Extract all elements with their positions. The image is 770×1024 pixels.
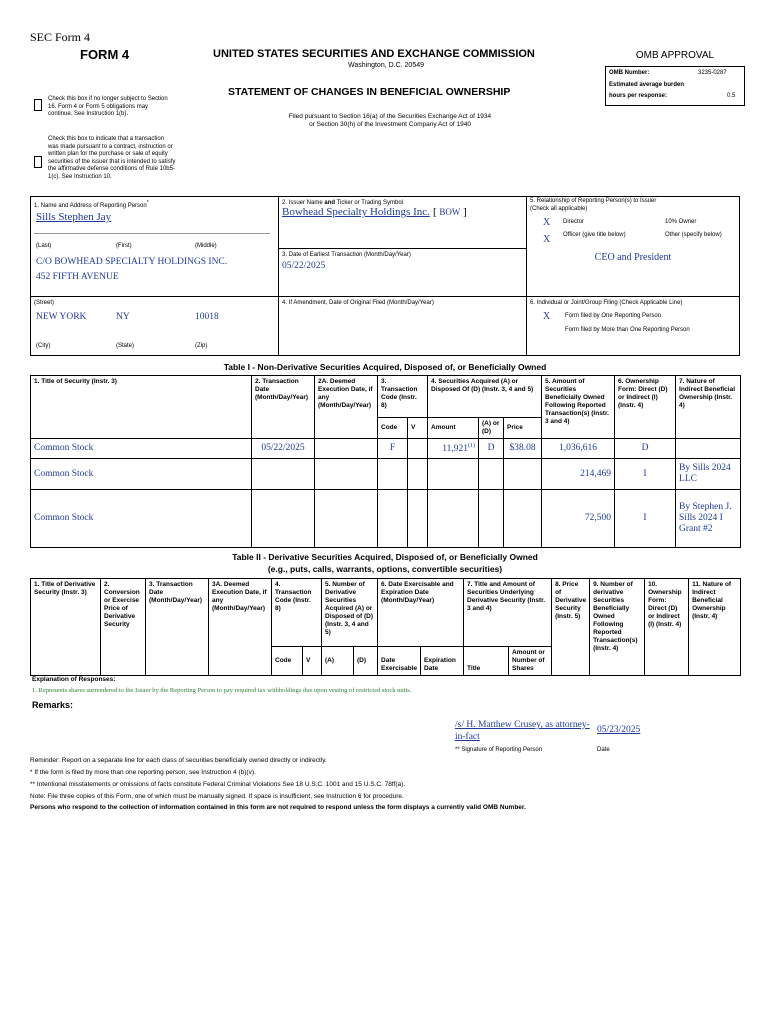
note-4: Persons who respond to the collection of information contained in this form are not required to respond unless the form displays a currently valid OMB Number.: [30, 804, 526, 811]
row-amount: 11,921$^{(1)}$: [428, 439, 479, 459]
row-title: Common Stock: [31, 490, 252, 548]
sec-form-label: SEC Form 4: [30, 30, 91, 44]
box1-label: 1. Name and Address of Reporting Person*: [34, 200, 149, 209]
note-2: ** Intentional misstatements or omissions of facts constitute Federal Criminal Violations See 18 U.S.C. 1001 and 15 U.S.C. 78ff(a).: [30, 781, 406, 788]
row-form: I: [615, 490, 676, 548]
t2-h-v-sub: V: [303, 647, 322, 676]
row-deemed: [315, 439, 378, 459]
table2-title-2: (e.g., puts, calls, warrants, options, convertible securities): [267, 564, 503, 574]
table2: [30, 578, 741, 676]
row-date: [252, 459, 315, 490]
commission-city: Washington, D.C. 20549: [348, 62, 425, 69]
t1-h-price-sub: Price: [504, 418, 542, 439]
box5-label-1: 5. Relationship of Reporting Person(s) to Issuer: [530, 198, 657, 204]
state-label: (State): [116, 343, 135, 349]
row-aord: D: [479, 439, 504, 459]
t2-h-date: 3. Transaction Date (Month/Day/Year): [146, 579, 209, 676]
t2-h-nature: 11. Nature of Indirect Beneficial Ownership (Instr. 4): [689, 579, 741, 676]
row-date: [252, 490, 315, 548]
box2-label: 2. Issuer Name and Ticker or Trading Symbol: [282, 200, 404, 206]
t2-h-conversion: 2. Conversion or Exercise Price of Derivative Security: [101, 579, 146, 676]
t2-h-owned: 9. Number of derivative Securities Beneficially Owned Following Reported Transaction(s) (Instr. 4): [590, 579, 645, 676]
director-label: Director: [563, 219, 585, 225]
t2-h-exercisable-sub: Date Exercisable: [378, 647, 421, 676]
box5-label-2: (Check all applicable): [530, 206, 588, 212]
issuer-name[interactable]: Bowhead Specialty Holdings Inc.: [282, 206, 430, 218]
row-nature: By Sills 2024 LLC: [676, 459, 741, 490]
middle-label: (Middle): [195, 243, 217, 249]
t1-h-title: 1. Title of Security (Instr. 3): [31, 376, 252, 439]
t2-h-code-sub: Code: [272, 647, 303, 676]
row-amount: [428, 459, 479, 490]
statement-title: STATEMENT OF CHANGES IN BENEFICIAL OWNERSHIP: [228, 86, 511, 98]
t2-h-underlying: 7. Title and Amount of Securities Underlying Derivative Security (Instr. 3 and 4): [464, 579, 552, 647]
omb-hours-label: hours per response:: [609, 93, 668, 99]
one-person-check[interactable]: X: [543, 311, 551, 322]
note-1: * If the form is filed by more than one reporting person, see Instruction 4 (b)(v).: [30, 769, 256, 776]
t1-h-nature: 7. Nature of Indirect Beneficial Ownership (Instr. 4): [676, 376, 741, 439]
row-price: $38.08: [504, 439, 542, 459]
issuer-line: Bowhead Specialty Holdings Inc. [ BOW ]: [282, 206, 467, 218]
rule-10b5-checkbox[interactable]: [34, 156, 42, 168]
officer-check[interactable]: X: [543, 234, 551, 245]
t2-h-exercisable: 6. Date Exercisable and Expiration Date (Month/Day/Year): [378, 579, 464, 647]
row-date: 05/22/2025: [252, 439, 315, 459]
t2-h-form: 10. Ownership Form: Direct (D) or Indirect (I) (Instr. 4): [645, 579, 689, 676]
t2-h-a-sub: (A): [322, 647, 354, 676]
t1-h-v-sub: V: [408, 418, 428, 439]
footnote-1: 1. Represents shares surrendered to the Issuer by the Reporting Person to pay required tax withholdings due upon vesting of restricted stock units.: [32, 687, 412, 694]
officer-label: Officer (give title below): [563, 232, 626, 238]
omb-number-label: OMB Number:: [609, 70, 650, 76]
row-v: [408, 439, 428, 459]
ten-percent-owner-label: 10% Owner: [665, 219, 697, 225]
signature-date: 05/23/2025: [597, 725, 641, 735]
filed-pursuant-1: Filed pursuant to Section 16(a) of the Securities Exchange Act of 1934: [288, 113, 492, 120]
explanation-label: Explanation of Responses:: [32, 676, 116, 683]
commission-title: UNITED STATES SECURITIES AND EXCHANGE COMMISSION: [213, 48, 535, 60]
row-price: [504, 459, 542, 490]
row-deemed: [315, 490, 378, 548]
filed-pursuant-2: or Section 30(h) of the Investment Company Act of 1940: [309, 121, 471, 128]
row-title: Common Stock: [31, 439, 252, 459]
t2-h-title: 1. Title of Derivative Security (Instr. 3): [31, 579, 101, 676]
t1-h-code: 3. Transaction Code (Instr. 8): [378, 376, 428, 418]
officer-title: CEO and President: [594, 252, 672, 263]
first-label: (First): [116, 243, 132, 249]
t1-h-deemed: 2A. Deemed Execution Date, if any (Month/Day/Year): [315, 376, 378, 439]
row-owned: 214,469: [542, 459, 615, 490]
no-longer-subject-text: Check this box if no longer subject to Section 16. Form 4 or Form 5 obligations may continue. See Instruction 1(b).: [48, 96, 168, 117]
box4-label: 4. If Amendment, Date of Original Filed (Month/Day/Year): [282, 300, 434, 306]
table1: [30, 375, 741, 548]
row-title: Common Stock: [31, 459, 252, 490]
city-label: (City): [36, 343, 51, 349]
remarks-label: Remarks:: [32, 700, 74, 710]
t2-h-title-sub: Title: [464, 647, 509, 676]
earliest-transaction-date: 05/22/2025: [282, 261, 326, 271]
row-code: F: [378, 439, 408, 459]
row-code: [378, 490, 408, 548]
date-label: Date: [597, 747, 610, 753]
t1-h-amount-sub: Amount: [428, 418, 479, 439]
row-form: I: [615, 459, 676, 490]
t2-h-number: 5. Number of Derivative Securities Acquired (A) or Disposed of (D) (Instr. 3, 4 and 5): [322, 579, 378, 647]
row-form: D: [615, 439, 676, 459]
address-line-1: C/O BOWHEAD SPECIALTY HOLDINGS INC.: [36, 257, 228, 267]
zip-label: (Zip): [195, 343, 208, 349]
row-amount: [428, 490, 479, 548]
omb-burden-label: Estimated average burden: [609, 82, 685, 88]
row-owned: 1,036,616: [542, 439, 615, 459]
t1-h-ownership-form: 6. Ownership Form: Direct (D) or Indirect (I) (Instr. 4): [615, 376, 676, 439]
box6-label: 6. Individual or Joint/Group Filing (Check Applicable Line): [530, 300, 683, 306]
table1-title: Table I - Non-Derivative Securities Acquired, Disposed of, or Beneficially Owned: [223, 362, 547, 372]
row-v: [408, 459, 428, 490]
last-label: (Last): [36, 243, 52, 249]
t2-h-price: 8. Price of Derivative Security (Instr. 5): [552, 579, 590, 676]
one-person-label: Form filed by One Reporting Person: [565, 313, 662, 319]
zip-value: 10018: [195, 312, 219, 322]
note-3: Note: File three copies of this Form, one of which must be manually signed. If space is insufficient, see Instruction 6 for procedure.: [30, 793, 404, 800]
omb-approval-title: OMB APPROVAL: [635, 50, 715, 61]
rule-10b5-text: Check this box to indicate that a transaction was made pursuant to a contract, instruction or written plan for the purchase or sale of equity securities of the issuer that is intended to satisfy the affirmative defense conditions of Rule 10b5-1(c). See Instruction 10.: [48, 136, 176, 180]
omb-number: 3235-0287: [698, 70, 727, 76]
reporting-person-name[interactable]: Sills Stephen Jay: [36, 211, 112, 223]
signature-label: ** Signature of Reporting Person: [455, 747, 543, 753]
table-row: [31, 490, 741, 548]
no-longer-subject-checkbox[interactable]: [34, 99, 42, 111]
address-line-2: 452 FIFTH AVENUE: [36, 272, 119, 282]
director-check[interactable]: X: [543, 217, 551, 228]
omb-hours: 0.5: [727, 93, 736, 99]
t2-h-expiration-sub: Expiration Date: [421, 647, 464, 676]
t1-h-securities: 4. Securities Acquired (A) or Disposed Of (D) (Instr. 3, 4 and 5): [428, 376, 542, 418]
ticker-symbol: BOW: [439, 207, 461, 217]
row-aord: [479, 459, 504, 490]
t2-h-d-sub: (D): [354, 647, 378, 676]
t1-h-date: 2. Transaction Date (Month/Day/Year): [252, 376, 315, 439]
t2-h-code: 4. Transaction Code (Instr. 8): [272, 579, 322, 647]
row-nature: [676, 439, 741, 459]
t2-h-amount-sub: Amount or Number of Shares: [509, 647, 552, 676]
t1-h-code-sub: Code: [378, 418, 408, 439]
street-label: (Street): [34, 300, 55, 306]
table2-title-1: Table II - Derivative Securities Acquired, Disposed of, or Beneficially Owned: [232, 552, 538, 562]
t2-h-deemed: 3A. Deemed Execution Date, if any (Month/Day/Year): [209, 579, 272, 676]
row-v: [408, 490, 428, 548]
table-row: [31, 459, 741, 490]
table-row: [31, 439, 741, 459]
t1-h-amount-owned: 5. Amount of Securities Beneficially Owned Following Reported Transaction(s) (Instr. 3 and 4): [542, 376, 615, 439]
row-owned: 72,500: [542, 490, 615, 548]
state-value: NY: [116, 312, 130, 322]
box3-label: 3. Date of Earliest Transaction (Month/Day/Year): [282, 252, 411, 258]
city-value: NEW YORK: [36, 312, 87, 322]
other-label: Other (specify below): [665, 232, 722, 238]
more-persons-label: Form filed by More than One Reporting Person: [565, 327, 690, 333]
form-title: FORM 4: [80, 47, 130, 62]
row-nature: By Stephen J. Sills 2024 I Grant #2: [676, 490, 741, 548]
signature: /s/ H. Matthew Crusey, as attorney-in-fact: [455, 720, 590, 742]
reminder-text: Reminder: Report on a separate line for each class of securities beneficially owned directly or indirectly.: [30, 757, 327, 764]
row-code: [378, 459, 408, 490]
row-aord: [479, 490, 504, 548]
row-deemed: [315, 459, 378, 490]
t1-h-aord-sub: (A) or (D): [479, 418, 504, 439]
row-price: [504, 490, 542, 548]
